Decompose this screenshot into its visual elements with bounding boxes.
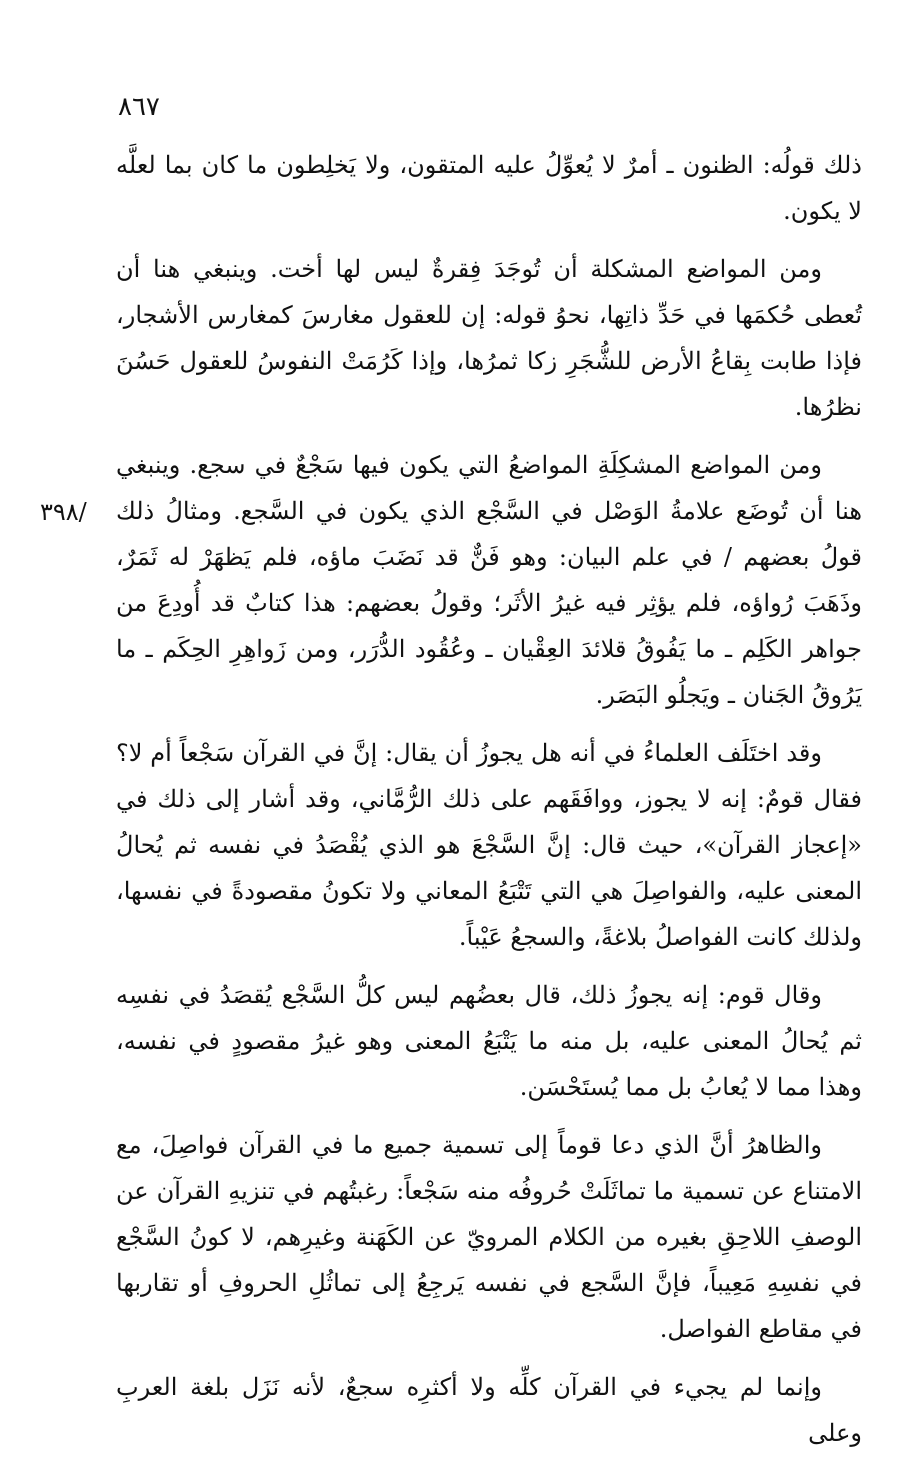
paragraph-4: وقد اختَلَف العلماءُ في أنه هل يجوزُ أن يقال: إنَّ في القرآن سَجْعاً أم لا؟ فقال قومٌ: إنه لا يجوز، ووافَقَهم على ذلك الرُّمَّاني، وقد أشار إلى ذلك في «إعجاز القرآن»، حيث قال: إنَّ السَّجْعَ هو الذي يُقْصَدُ في نفسه ثم يُحالُ المعنى عليه، والفواصِلَ هي التي تَتْبَعُ المعاني ولا تكونُ مقصودةً في نفسها، ولذلك كانت الفواصلُ بلاغةً، والسجعُ عَيْباً. [116, 739, 862, 951]
body-text [116, 142, 862, 1468]
paragraph-1: ذلك قولُه: الظنون ـ أمرٌ لا يُعوِّلُ عليه المتقون، ولا يَخلِطون ما كان بما لعلَّه لا يكون. [116, 151, 862, 225]
page-number: ٨٦٧ [118, 92, 160, 122]
paragraph-2: ومن المواضع المشكلة أن تُوجَدَ فِقرةٌ ليس لها أخت. وينبغي هنا أن تُعطى حُكمَها في حَدِّ ذاتِها، نحوُ قوله: إن للعقول مغارسَ كمغارس الأشجار، فإذا طابت بِقاعُ الأرض للشُّجَرِ زكا ثمرُها، وإذا كَرُمَتْ النفوسُ للعقول حَسُنَ نظرُها. [116, 255, 862, 421]
paragraph-3: ومن المواضع المشكِلَةِ المواضعُ التي يكون فيها سَجْعٌ في سجع. وينبغي هنا أن تُوضَع علامةُ الوَصْل في السَّجْع الذي يكون في السَّجع. ومثالُ ذلك قولُ بعضهم / في علم البيان: وهو فَنٌّ قد نَضَبَ ماؤه، فلم يَظهَرْ له ثَمَرٌ، وذَهَبَ رُواؤه، فلم يؤثِر فيه غيرُ الأثَر؛ وقولُ بعضهم: هذا كتابٌ قد أُودِعَ من جواهر الكَلِم ـ ما يَفُوقُ قلائدَ العِقْيان ـ وعُقُود الدُّرَر، ومن زَواهِرِ الحِكَم ـ ما يَرُوقُ الجَنان ـ ويَجلُو البَصَر. [116, 451, 862, 709]
paragraph-7: وإنما لم يجيء في القرآن كلِّه ولا أكثرِه سجعٌ، لأنه نَزَل بلغة العربِ وعلى [116, 1373, 862, 1447]
paragraph-6: والظاهرُ أنَّ الذي دعا قوماً إلى تسمية جميع ما في القرآن فواصِلَ، مع الامتناع عن تسمية ما تماثَلَتْ حُروفُه منه سَجْعاً: رغبتُهم في تنزيهِ القرآن عن الوصفِ اللاحِقِ بغيره من الكلام المرويّ عن الكَهَنة وغيرِهم، لا كونُ السَّجْع في نفسِهِ مَعِيباً، فإنَّ السَّجع في نفسه يَرجِعُ إلى تماثُلِ الحروفِ أو تقاربها في مقاطع الفواصل. [116, 1131, 862, 1343]
margin-page-reference: /٣٩٨ [40, 498, 87, 526]
paragraph-5: وقال قوم: إنه يجوزُ ذلك، قال بعضُهم ليس كلُّ السَّجْع يُقصَدُ في نفسِه ثم يُحالُ المعنى عليه، بل منه ما يَتْبَعُ المعنى وهو غيرُ مقصودٍ في نفسه، وهذا مما لا يُعابُ بل مما يُستَحْسَن. [116, 981, 862, 1101]
